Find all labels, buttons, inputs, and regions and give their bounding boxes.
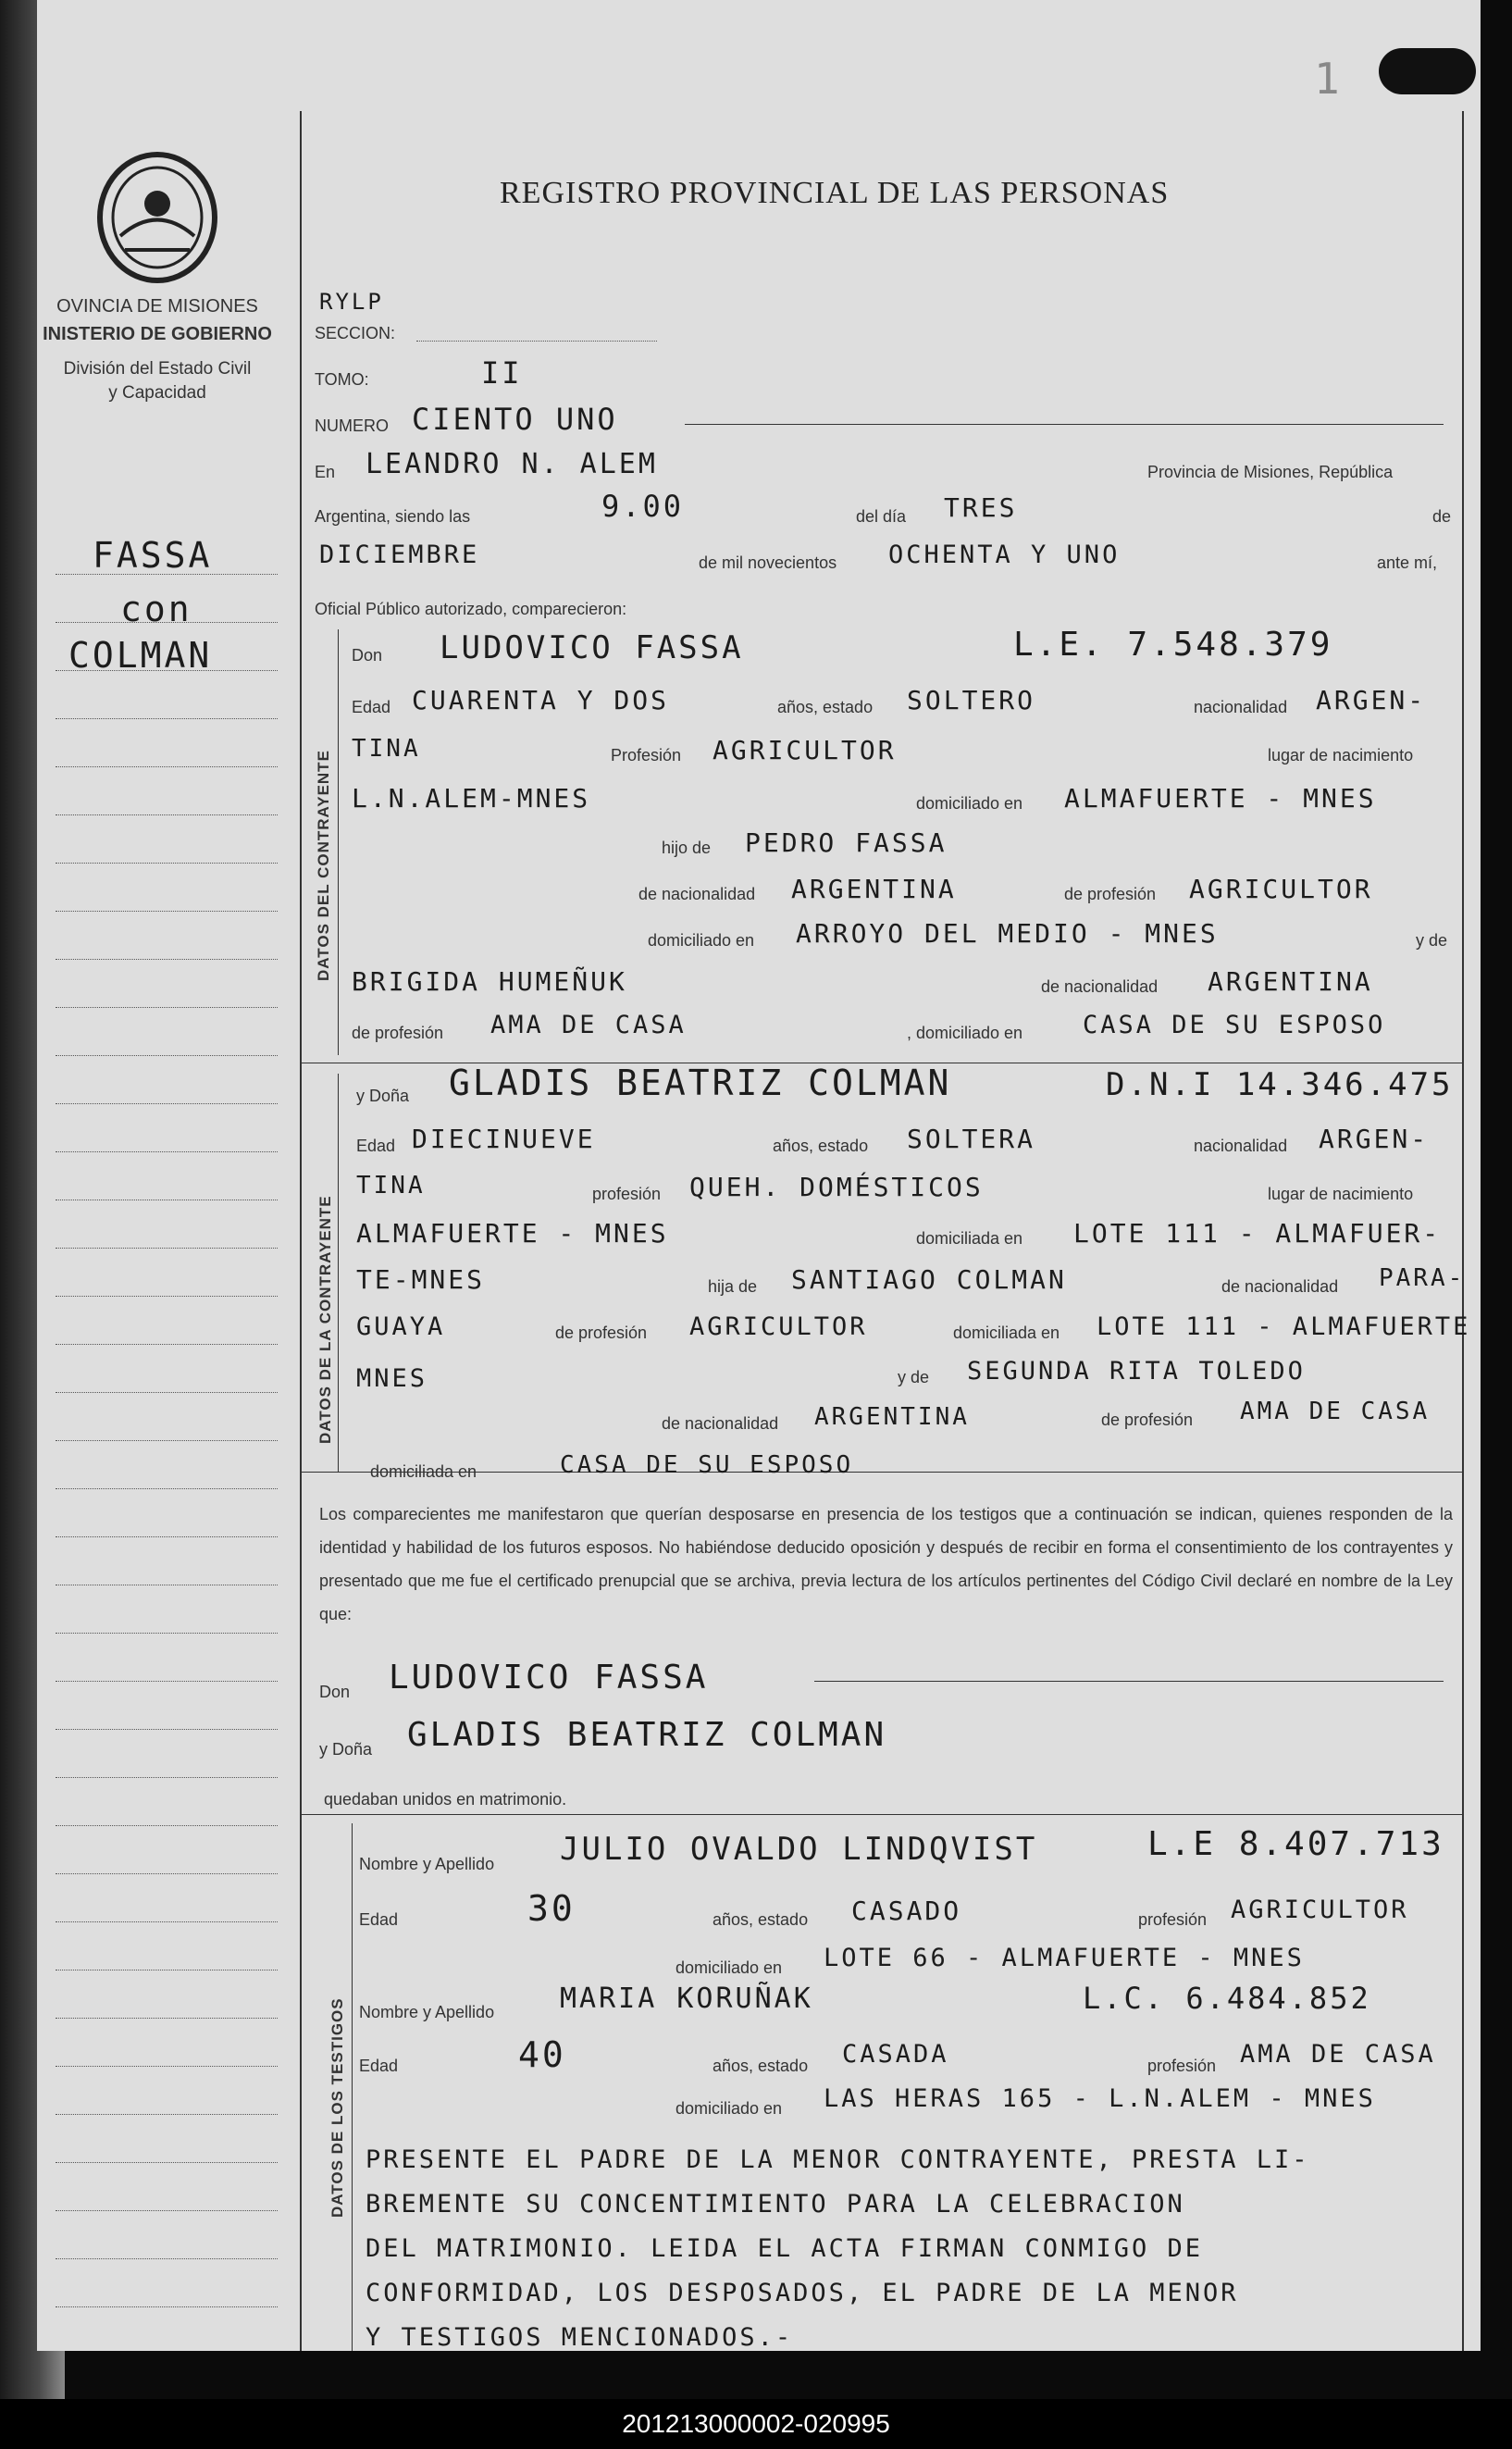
contrayenta-madre-nac-label: de nacionalidad	[662, 1414, 779, 1433]
division-header: División del Estado Civil	[63, 359, 252, 379]
seccion-line	[416, 341, 657, 342]
testigos-side-label: DATOS DE LOS TESTIGOS	[328, 1997, 346, 2218]
margin-line	[56, 1055, 278, 1056]
mil-label: de mil novecientos	[699, 553, 837, 572]
de-label: de	[1432, 507, 1452, 526]
contrayenta-documento: D.N.I 14.346.475	[1106, 1066, 1454, 1103]
contrayenta-madre-dom-label: domiciliada en	[370, 1462, 477, 1481]
observaciones-line-2: BREMENTE SU CONCENTIMIENTO PARA LA CELEBRACION	[366, 2190, 1185, 2219]
oficial-label: Oficial Público autorizado, comparecieron:	[315, 600, 627, 618]
contrayente-estado: SOLTERO	[907, 685, 1036, 715]
madre-prof-label: de profesión	[352, 1024, 444, 1042]
margin-line	[56, 2162, 278, 2163]
margin-line	[56, 1007, 278, 1008]
t2-edad: 40	[518, 2034, 566, 2075]
t2-profesion: AMA DE CASA	[1240, 2040, 1436, 2069]
hora-value: 9.00	[601, 489, 685, 524]
contrayenta-lugar: ALMAFUERTE - MNES	[356, 1218, 669, 1249]
contrayenta-madre-nac: ARGENTINA	[814, 1403, 970, 1431]
margin-line	[56, 1681, 278, 1682]
margin-line	[56, 1296, 278, 1297]
don-label: Don	[352, 646, 383, 665]
contrayente-padre-nac: ARGENTINA	[791, 874, 957, 904]
contrayente-edad: CUARENTA Y DOS	[412, 685, 670, 715]
contrayenta-padre-nac1: PARA-	[1379, 1264, 1466, 1292]
contrayente-lugar: L.N.ALEM-MNES	[352, 783, 591, 814]
seccion-mark: RYLP	[319, 289, 384, 315]
contrayente-side-label: DATOS DEL CONTRAYENTE	[315, 750, 332, 981]
margin-line	[56, 2306, 278, 2307]
margin-line	[56, 2066, 278, 2067]
redaction-tab	[1379, 48, 1476, 94]
provincia-label: Provincia de Misiones, República	[1147, 463, 1394, 481]
margin-line	[56, 1103, 278, 1104]
margin-line	[56, 1777, 278, 1778]
margin-line	[56, 2018, 278, 2019]
t1-documento: L.E 8.407.713	[1147, 1825, 1444, 1863]
margin-line	[56, 814, 278, 815]
decl-don-label: Don	[319, 1683, 351, 1701]
contrayenta-profesion: QUEH. DOMÉSTICOS	[689, 1172, 984, 1202]
contrayente-padre: PEDRO FASSA	[745, 827, 948, 858]
margin-line	[56, 1921, 278, 1922]
margin-line	[56, 1344, 278, 1345]
provincial-seal	[93, 148, 222, 287]
tomo-label: TOMO:	[315, 370, 369, 389]
madre-dom-label: , domiciliado en	[907, 1024, 1023, 1042]
decl-don-line	[814, 1681, 1444, 1682]
t2-domicilio-label: domiciliado en	[675, 2099, 783, 2118]
decl-dona-label: y Doña	[319, 1740, 373, 1759]
margin-line	[56, 2210, 278, 2211]
decl-cierre: quedaban unidos en matrimonio.	[324, 1790, 567, 1809]
contrayenta-madre-dom: CASA DE SU ESPOSO	[560, 1451, 854, 1479]
contrayenta-padre-nac2: GUAYA	[356, 1312, 446, 1341]
observaciones-line-5: Y TESTIGOS MENCIONADOS.-	[366, 2323, 794, 2352]
contrayenta-padre: SANTIAGO COLMAN	[791, 1264, 1067, 1295]
margin-rule	[300, 111, 302, 2351]
observaciones	[366, 2138, 1310, 2360]
margin-name-2: con	[120, 589, 192, 629]
t2-anios-label: años, estado	[713, 2057, 809, 2075]
right-rule	[1462, 111, 1464, 2351]
contrayenta-side-label: DATOS DE LA CONTRAYENTE	[316, 1195, 334, 1444]
contrayente-documento: L.E. 7.548.379	[1013, 626, 1333, 664]
margin-line	[56, 1151, 278, 1152]
contrayente-madre-nac: ARGENTINA	[1208, 966, 1373, 997]
numero-label: NUMERO	[315, 416, 389, 435]
margin-line	[56, 1392, 278, 1393]
contrayente-domicilio: ALMAFUERTE - MNES	[1064, 783, 1377, 814]
contrayenta-madre: SEGUNDA RITA TOLEDO	[967, 1357, 1306, 1386]
madre-nac-label: de nacionalidad	[1041, 977, 1159, 996]
t1-edad: 30	[527, 1888, 576, 1929]
padre-dom-label: domiciliado en	[648, 931, 755, 950]
t2-nombre-label: Nombre y Apellido	[359, 2003, 495, 2021]
hijo-label: hijo de	[662, 839, 712, 857]
margin-line	[56, 1536, 278, 1537]
domiciliado-label: domiciliado en	[916, 794, 1023, 813]
lugar-label: lugar de nacimiento	[1268, 746, 1414, 765]
t1-profesion: AGRICULTOR	[1231, 1896, 1409, 1924]
padre-nac-label: de nacionalidad	[638, 885, 756, 903]
t1-nombre: JULIO OVALDO LINDQVIST	[560, 1831, 1038, 1868]
image-id-footer: 201213000002-020995	[0, 2399, 1512, 2449]
anio-value: OCHENTA Y UNO	[888, 541, 1121, 569]
t1-profesion-label: profesión	[1138, 1910, 1208, 1929]
margin-line	[56, 1825, 278, 1826]
anios-label: años, estado	[777, 698, 874, 716]
margin-line	[56, 766, 278, 767]
inner-rule-2	[338, 1074, 339, 1472]
padre-prof-label: de profesión	[1064, 885, 1157, 903]
contrayenta-profesion-label: profesión	[592, 1185, 662, 1203]
margin-line	[56, 670, 278, 671]
t2-edad-label: Edad	[359, 2057, 399, 2075]
numero-line	[685, 424, 1444, 425]
contrayenta-nombre: GLADIS BEATRIZ COLMAN	[449, 1063, 952, 1103]
observaciones-line-4: CONFORMIDAD, LOS DESPOSADOS, EL PADRE DE LA MENOR	[366, 2279, 1239, 2307]
contrayente-padre-dom: ARROYO DEL MEDIO - MNES	[796, 918, 1219, 949]
contrayenta-edad-label: Edad	[356, 1137, 396, 1155]
separator-3	[300, 1814, 1462, 1815]
contrayenta-madre-prof-label: de profesión	[1101, 1411, 1194, 1429]
contrayente-madre: BRIGIDA HUMEÑUK	[352, 966, 627, 997]
t1-domicilio-label: domiciliado en	[675, 1958, 783, 1977]
decl-don: LUDOVICO FASSA	[389, 1659, 709, 1697]
contrayenta-domicilio-label: domiciliada en	[916, 1229, 1023, 1248]
contrayenta-padre-prof: AGRICULTOR	[689, 1312, 868, 1341]
page-title: REGISTRO PROVINCIAL DE LAS PERSONAS	[500, 176, 1170, 210]
ministry-header: INISTERIO DE GOBIERNO	[43, 324, 272, 344]
margin-name-3: COLMAN	[68, 635, 213, 676]
division-subheader: y Capacidad	[108, 383, 206, 403]
margin-line	[56, 1248, 278, 1249]
observaciones-line-1: PRESENTE EL PADRE DE LA MENOR CONTRAYENTE, PRESTA LI-	[366, 2145, 1310, 2174]
contrayenta-domicilio2: TE-MNES	[356, 1264, 486, 1295]
margin-line	[56, 2114, 278, 2115]
contrayente-madre-prof: AMA DE CASA	[490, 1011, 687, 1039]
y-de-label: y de	[1416, 931, 1448, 950]
contrayenta-nac1: ARGEN-	[1319, 1124, 1430, 1154]
margin-line	[56, 911, 278, 912]
hija-label: hija de	[708, 1277, 758, 1296]
edad-label: Edad	[352, 698, 391, 716]
margin-line	[56, 2258, 278, 2259]
dia-value: TRES	[944, 492, 1018, 523]
margin-line	[56, 1633, 278, 1634]
contrayenta-padre-dom-label: domiciliada en	[953, 1324, 1060, 1342]
contrayenta-lugar-label: lugar de nacimiento	[1268, 1185, 1414, 1203]
en-value: LEANDRO N. ALEM	[366, 448, 658, 480]
margin-line	[56, 863, 278, 864]
declaration-paragraph: Los comparecientes me manifestaron que querían desposarse en presencia de los testigos que a continuación se indican, quienes responden de la identidad y habilidad de los futuros esposos. No habiéndose deducido oposición y después de recibir en forma el consentimiento de los contrayentes y presentado que me fue el certificado prenupcial que se archiva, previa lectura de los artículos pertinentes del Código Civil declaré en nombre de la Ley que:	[319, 1505, 1453, 1623]
province-header: OVINCIA DE MISIONES	[56, 296, 258, 317]
page-number: 1	[1314, 54, 1343, 104]
contrayenta-estado: SOLTERA	[907, 1124, 1036, 1154]
argentina-label: Argentina, siendo las	[315, 507, 471, 526]
contrayenta-anios-label: años, estado	[773, 1137, 869, 1155]
t1-domicilio: LOTE 66 - ALMAFUERTE - MNES	[824, 1944, 1305, 1972]
numero-value: CIENTO UNO	[412, 402, 618, 437]
margin-line	[56, 718, 278, 719]
seccion-label: SECCION:	[315, 324, 396, 342]
contrayenta-madre-prof: AMA DE CASA	[1240, 1398, 1431, 1425]
dona-label: y Doña	[356, 1087, 410, 1105]
contrayente-padre-prof: AGRICULTOR	[1189, 874, 1373, 904]
contrayenta-padre-nac-label: de nacionalidad	[1221, 1277, 1339, 1296]
mes-value: DICIEMBRE	[319, 541, 480, 569]
contrayente-profesion: AGRICULTOR	[713, 735, 897, 765]
margin-line	[56, 622, 278, 623]
t1-nombre-label: Nombre y Apellido	[359, 1855, 495, 1873]
margin-name-1: FASSA	[93, 535, 213, 576]
contrayente-nombre: LUDOVICO FASSA	[440, 629, 744, 666]
t2-documento: L.C. 6.484.852	[1083, 1981, 1371, 2016]
margin-line	[56, 959, 278, 960]
contrayenta-y-de-label: y de	[898, 1368, 930, 1386]
contrayenta-domicilio1: LOTE 111 - ALMAFUER-	[1073, 1218, 1442, 1249]
contrayenta-padre-dom1: LOTE 111 - ALMAFUERTE	[1097, 1312, 1471, 1341]
t2-domicilio: LAS HERAS 165 - L.N.ALEM - MNES	[824, 2084, 1376, 2113]
margin-line	[56, 1488, 278, 1489]
t1-edad-label: Edad	[359, 1910, 399, 1929]
contrayente-nac2: TINA	[352, 735, 421, 763]
margin-line	[56, 574, 278, 575]
inner-rule-3	[352, 1823, 353, 2351]
t2-nombre: MARIA KORUÑAK	[560, 1983, 813, 2015]
margin-line	[56, 1440, 278, 1441]
dia-label: del día	[856, 507, 907, 526]
t1-anios-label: años, estado	[713, 1910, 809, 1929]
contrayenta-nac2: TINA	[356, 1172, 426, 1200]
contrayenta-edad: DIECINUEVE	[412, 1124, 596, 1154]
decl-dona: GLADIS BEATRIZ COLMAN	[407, 1716, 887, 1754]
inner-rule-1	[338, 629, 339, 1055]
observaciones-line-3: DEL MATRIMONIO. LEIDA EL ACTA FIRMAN CONMIGO DE	[366, 2234, 1204, 2263]
profesion-label: Profesión	[611, 746, 682, 765]
t2-profesion-label: profesión	[1147, 2057, 1217, 2075]
t2-estado: CASADA	[842, 2040, 949, 2069]
contrayente-nac1: ARGEN-	[1316, 685, 1427, 715]
t1-estado: CASADO	[851, 1896, 962, 1926]
contrayenta-padre-dom2: MNES	[356, 1364, 428, 1393]
nacionalidad-label: nacionalidad	[1194, 698, 1288, 716]
margin-line	[56, 1729, 278, 1730]
margin-line	[56, 1873, 278, 1874]
en-label: En	[315, 463, 336, 481]
tomo-value: II	[481, 355, 523, 391]
contrayente-madre-dom: CASA DE SU ESPOSO	[1083, 1011, 1386, 1039]
contrayenta-nac-label: nacionalidad	[1194, 1137, 1288, 1155]
contrayenta-padre-prof-label: de profesión	[555, 1324, 648, 1342]
ante-label: ante mí,	[1377, 553, 1438, 572]
register-page	[37, 0, 1481, 2351]
